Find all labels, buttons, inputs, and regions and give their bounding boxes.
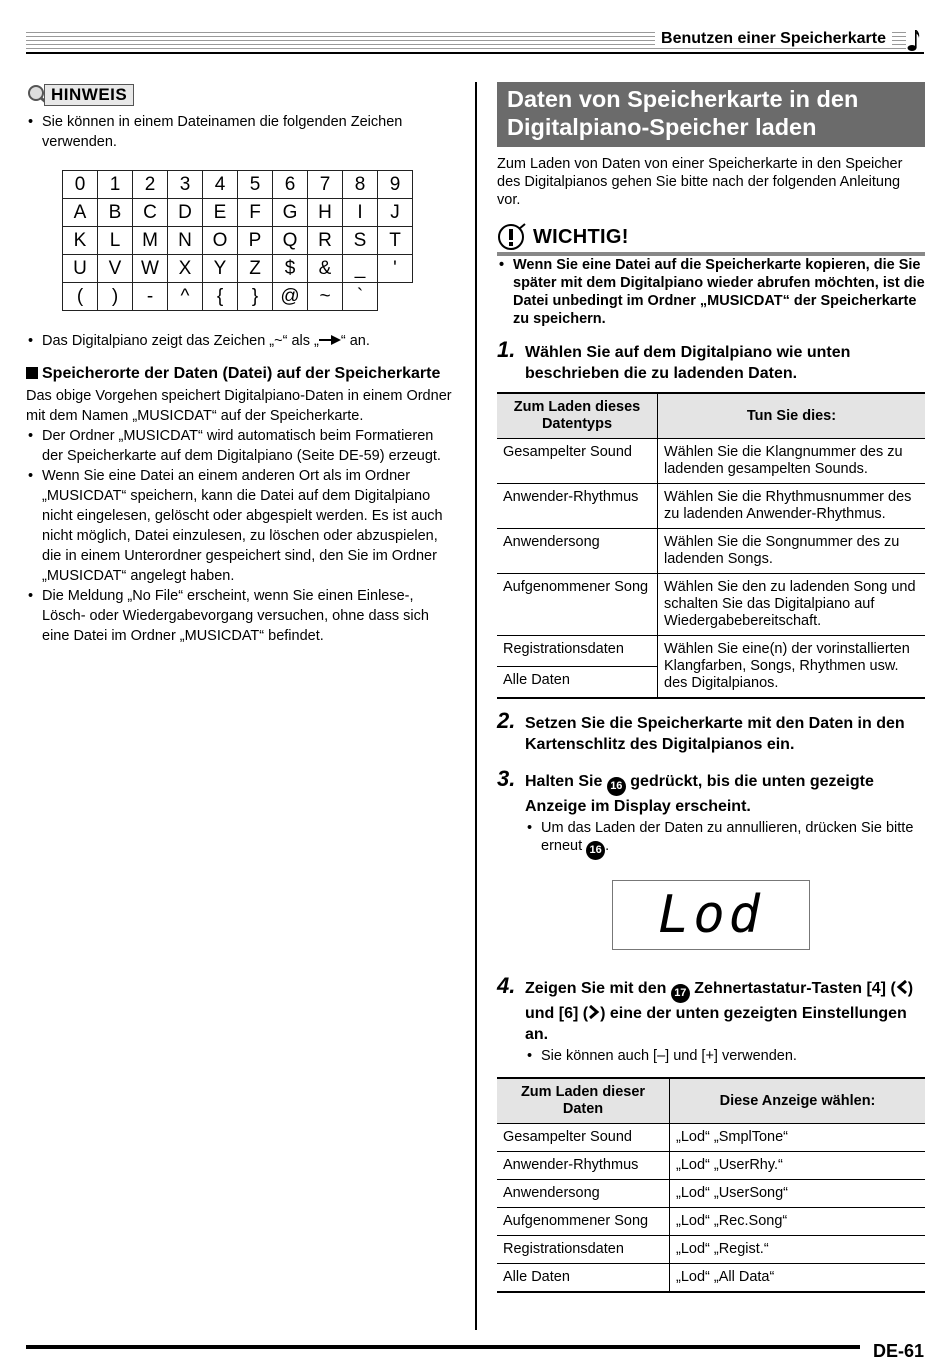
char-row <box>63 171 413 199</box>
step-text: Zeigen Sie mit den <box>525 980 667 997</box>
table-cell: Anwender-Rhythmus <box>497 1152 670 1180</box>
char-row <box>63 227 413 255</box>
char-cell: W <box>133 255 168 283</box>
page-number: DE-61 <box>872 1341 924 1361</box>
char-cell: ' <box>378 255 413 283</box>
char-cell: T <box>378 227 413 255</box>
step-text: Zehnertastatur-Tasten [4] ( <box>694 980 896 997</box>
table-header: Zum Laden dieses Datentyps <box>497 393 658 439</box>
char-cell: 9 <box>378 171 413 199</box>
section-bullets <box>26 426 456 646</box>
header-title: Benutzen einer Speicherkarte <box>655 30 892 48</box>
wichtig-label: WICHTIG! <box>533 226 629 248</box>
table-cell: Aufgenommener Song <box>497 574 658 636</box>
button-16-icon: 16 <box>586 841 605 860</box>
tilde-note-list <box>26 331 456 351</box>
table-row <box>497 529 925 574</box>
list-item: • Um das Laden der Daten zu annullieren, drücken Sie bitte erneut 16 . <box>525 819 925 860</box>
hinweis-bullet: • Sie können in einem Dateinamen die folgenden Zeichen verwenden. <box>26 112 456 152</box>
table-cell: Wählen Sie die Klangnummer des zu ladenden gesampelten Sounds. <box>658 439 926 484</box>
table-cell: Aufgenommener Song <box>497 1208 670 1236</box>
wichtig-bullet: • Wenn Sie eine Datei auf die Speicherkarte kopieren, die Sie später mit dem Digitalpiano wieder abrufen möchten, ist die Datei unbedingt im Ordner „MUSICDAT“ der Speicherkarte zu speichern. <box>497 256 925 328</box>
table-row <box>497 1124 925 1152</box>
table-row <box>497 1236 925 1264</box>
char-cell: ) <box>98 283 133 311</box>
table-cell: Registrationsdaten <box>497 636 658 667</box>
step-text: ) und [6] ( <box>525 980 914 1022</box>
char-cell: V <box>98 255 133 283</box>
char-cell: 5 <box>238 171 273 199</box>
char-cell: C <box>133 199 168 227</box>
char-cell: 2 <box>133 171 168 199</box>
char-cell: H <box>308 199 343 227</box>
table-row <box>497 439 925 484</box>
char-cell: & <box>308 255 343 283</box>
char-cell: ~ <box>308 283 343 311</box>
arrow-right-icon <box>319 335 341 345</box>
char-cell: { <box>203 283 238 311</box>
char-cell: ^ <box>168 283 203 311</box>
char-cell: S <box>343 227 378 255</box>
table-header: Zum Laden dieser Daten <box>497 1078 670 1124</box>
step-text: Setzen Sie die Speicherkarte mit den Daten in den Kartenschlitz des Digitalpianos ein. <box>525 715 905 753</box>
hinweis-label: HINWEIS <box>44 84 134 106</box>
char-row <box>63 255 413 283</box>
char-cell: A <box>63 199 98 227</box>
char-cell: } <box>238 283 273 311</box>
char-cell: F <box>238 199 273 227</box>
table-cell: „Lod“ „All Data“ <box>670 1264 926 1293</box>
char-cell: B <box>98 199 133 227</box>
char-cell <box>378 283 413 311</box>
header-rule <box>26 52 924 54</box>
column-divider <box>475 82 477 1330</box>
step-number: 1. <box>497 337 516 362</box>
char-cell: ` <box>343 283 378 311</box>
char-cell: X <box>168 255 203 283</box>
table-row <box>497 1180 925 1208</box>
table-cell: Wählen Sie eine(n) der vorinstallierten Klangfarben, Songs, Rhythmen usw. des Digitalpianos. <box>658 636 926 699</box>
step-3 <box>497 766 925 817</box>
intro-text: Zum Laden von Daten von einer Speicherkarte in den Speicher des Digitalpianos gehen Sie bitte nach der folgenden Anleitung vor. <box>497 156 903 208</box>
table-cell: Wählen Sie den zu ladenden Song und schalten Sie das Digitalpiano auf Wiedergabebereitschaft. <box>658 574 926 636</box>
char-cell: Y <box>203 255 238 283</box>
char-cell: E <box>203 199 238 227</box>
char-cell: M <box>133 227 168 255</box>
table-cell: Alle Daten <box>497 666 658 698</box>
table-cell: „Lod“ „UserRhy.“ <box>670 1152 926 1180</box>
table-cell: „Lod“ „Regist.“ <box>670 1236 926 1264</box>
step-text: Wählen Sie auf dem Digitalpiano wie unten beschrieben die zu ladenden Daten. <box>525 344 851 382</box>
step-4 <box>497 973 925 1045</box>
char-cell: _ <box>343 255 378 283</box>
display-selection-table <box>497 1077 925 1293</box>
table-cell: Alle Daten <box>497 1264 670 1293</box>
table-cell: „Lod“ „SmplTone“ <box>670 1124 926 1152</box>
table-row <box>497 574 925 636</box>
section-heading: Speicherorte der Daten (Datei) auf der Speicherkarte <box>26 363 456 384</box>
warning-icon <box>497 223 527 251</box>
wichtig-list <box>497 256 925 328</box>
table-cell: „Lod“ „UserSong“ <box>670 1180 926 1208</box>
char-cell: 8 <box>343 171 378 199</box>
table-row <box>497 1152 925 1180</box>
step-text: gedrückt, bis die unten gezeigte Anzeige im Display erscheint. <box>525 773 874 815</box>
char-cell: J <box>378 199 413 227</box>
char-cell: G <box>273 199 308 227</box>
table-cell: Wählen Sie die Rhythmusnummer des zu ladenden Anwender-Rhythmus. <box>658 484 926 529</box>
table-row <box>497 484 925 529</box>
char-cell: P <box>238 227 273 255</box>
allowed-characters-table <box>62 170 413 311</box>
hinweis-badge <box>26 84 134 106</box>
hinweis-list <box>26 112 456 152</box>
char-row <box>63 199 413 227</box>
step-2 <box>497 708 925 755</box>
right-column <box>497 82 925 1293</box>
list-item: • Die Meldung „No File“ erscheint, wenn Sie einen Einlese-, Lösch- oder Wiedergabevorgang versuchen, ohne dass sich eine Datei im Ordner „MUSICDAT“ befindet. <box>26 586 456 646</box>
list-item: • Sie können auch [–] und [+] verwenden. <box>525 1047 925 1065</box>
char-cell: N <box>168 227 203 255</box>
char-cell: ( <box>63 283 98 311</box>
step-number: 2. <box>497 708 516 733</box>
char-row <box>63 283 413 311</box>
char-cell: 6 <box>273 171 308 199</box>
section-title: Daten von Speicherkarte in den Digitalpiano-Speicher laden <box>497 82 925 147</box>
lcd-text: Lod <box>658 885 764 945</box>
chevron-right-icon <box>588 1005 600 1019</box>
char-cell: 3 <box>168 171 203 199</box>
table-cell: Registrationsdaten <box>497 1236 670 1264</box>
lcd-display <box>612 880 810 950</box>
load-data-table <box>497 392 925 699</box>
table-cell: Anwendersong <box>497 529 658 574</box>
char-cell: - <box>133 283 168 311</box>
step-1 <box>497 337 925 384</box>
char-cell: 1 <box>98 171 133 199</box>
char-cell: R <box>308 227 343 255</box>
char-cell: L <box>98 227 133 255</box>
char-cell: Z <box>238 255 273 283</box>
left-column <box>26 84 456 646</box>
table-cell: Wählen Sie die Songnummer des zu ladenden Songs. <box>658 529 926 574</box>
section-intro: Das obige Vorgehen speichert Digitalpiano-Daten in einem Ordner mit dem Namen „MUSICDAT“ auf der Speicherkarte. <box>26 388 452 424</box>
button-16-icon: 16 <box>607 777 626 796</box>
step-text: Halten Sie <box>525 773 603 790</box>
char-cell: K <box>63 227 98 255</box>
list-item: • Der Ordner „MUSICDAT“ wird automatisch beim Formatieren der Speicherkarte auf dem Digitalpiano (Seite DE-59) erzeugt. <box>26 426 456 466</box>
char-cell: D <box>168 199 203 227</box>
char-cell: 0 <box>63 171 98 199</box>
step-text: ) eine der unten gezeigten Einstellungen an. <box>525 1005 907 1043</box>
table-header: Diese Anzeige wählen: <box>670 1078 926 1124</box>
button-17-icon: 17 <box>671 984 690 1003</box>
table-cell: „Lod“ „Rec.Song“ <box>670 1208 926 1236</box>
tilde-note: • Das Digitalpiano zeigt das Zeichen „~“ als „ “ an. <box>26 331 456 351</box>
char-cell: O <box>203 227 238 255</box>
char-cell: $ <box>273 255 308 283</box>
music-note-icon <box>906 28 920 52</box>
list-item: • Wenn Sie eine Datei an einem anderen Ort als im Ordner „MUSICDAT“ speichern, kann die Datei auf dem Digitalpiano nicht eingelesen, gelöscht oder abgespielt werden. Es ist auch nicht möglich, Datei einzulesen, zu löschen oder abzuspielen, die in einem Unterordner gespeichert sind, den Sie im Ordner „MUSICDAT“ angelegt haben. <box>26 466 456 586</box>
char-cell: I <box>343 199 378 227</box>
char-cell: U <box>63 255 98 283</box>
char-cell: 7 <box>308 171 343 199</box>
square-bullet-icon <box>26 367 38 379</box>
table-cell: Anwendersong <box>497 1180 670 1208</box>
table-row <box>497 636 925 667</box>
step-3-bullets <box>525 819 925 860</box>
footer-rule <box>26 1345 860 1349</box>
wichtig-badge <box>497 223 925 256</box>
step-number: 4. <box>497 973 516 998</box>
table-header: Tun Sie dies: <box>658 393 926 439</box>
char-cell: @ <box>273 283 308 311</box>
char-cell: Q <box>273 227 308 255</box>
step-4-bullets <box>525 1047 925 1065</box>
table-cell: Gesampelter Sound <box>497 439 658 484</box>
table-cell: Anwender-Rhythmus <box>497 484 658 529</box>
char-cell: 4 <box>203 171 238 199</box>
table-row <box>497 1208 925 1236</box>
chevron-left-icon <box>896 980 908 994</box>
step-number: 3. <box>497 766 516 791</box>
table-row <box>497 1264 925 1293</box>
table-cell: Gesampelter Sound <box>497 1124 670 1152</box>
